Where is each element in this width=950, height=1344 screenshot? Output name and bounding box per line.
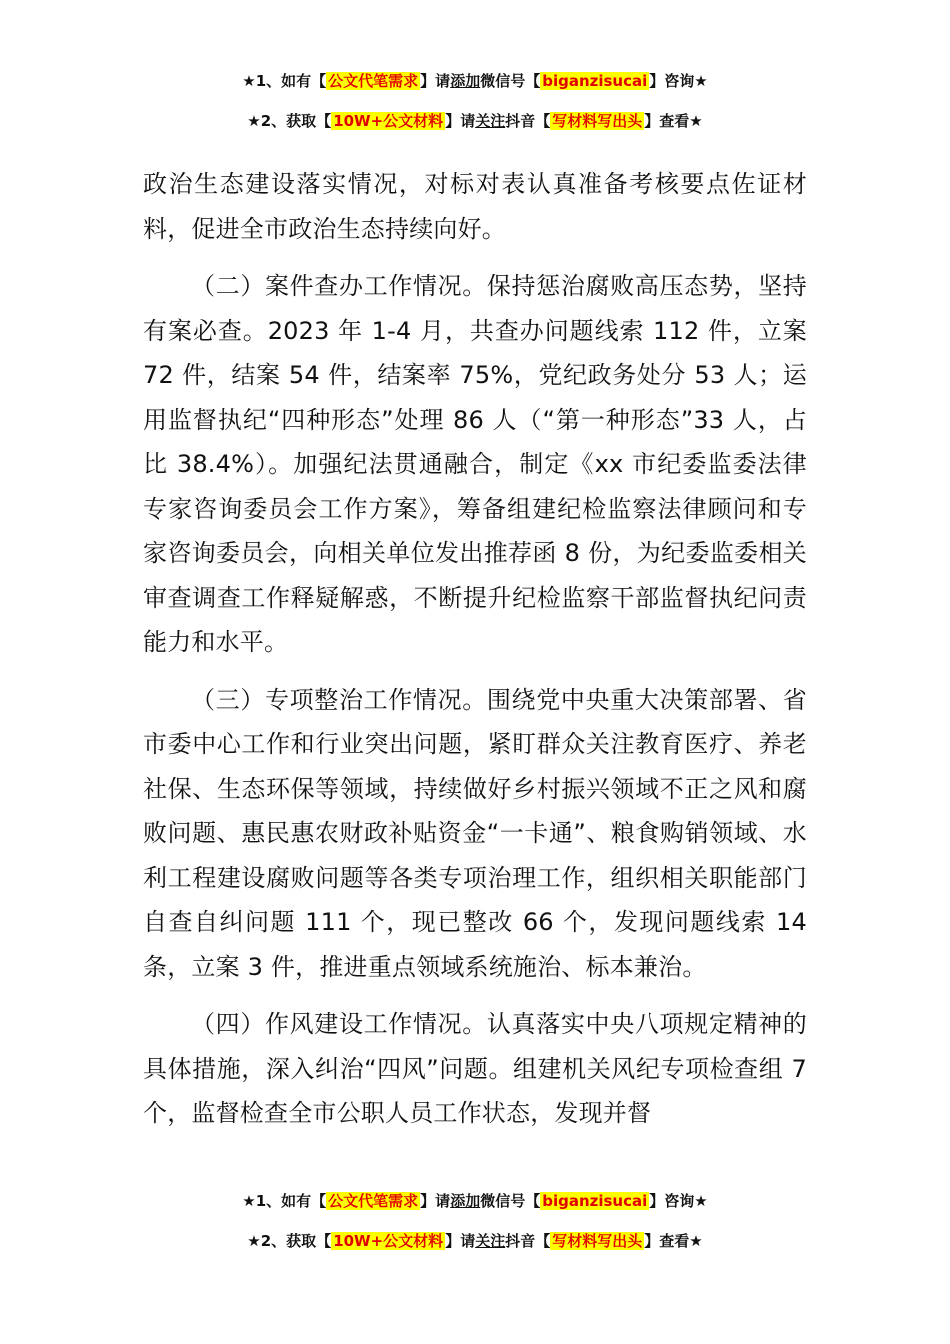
banner-suffix: 】咨询★ [649,1192,708,1210]
banner-text: 微信号【 [480,1192,541,1210]
document-body [143,162,807,1136]
banner-text: 】请 [420,72,451,90]
paragraph-work-style: （四）作风建设工作情况。认真落实中央八项规定精神的具体措施，深入纠治“四风”问题。组建机关风纪专项检查组 7 个，监督检查全市公职人员工作状态，发现并督 [143,1010,807,1127]
banner-highlight: biganzisucai [542,1192,648,1210]
banner-prefix: ★2、获取【 [247,112,332,130]
banner-text: 抖音【 [505,112,551,130]
paragraph-case-handling: （二）案件查办工作情况。保持惩治腐败高压态势，坚持有案必查。2023 年 1-4 月，共查办问题线索 112 件，立案 72 件，结案 54 件，结案率 75%，党纪政务处分 53 人；运用监督执纪“四种形态”处理 86 人（“第一种形态”33 人，占比 38.4%）。加强纪法贯通融合，制定《xx 市纪委监委法律专家咨询委员会工作方案》，筹备组建纪检监察法律顾问和专家咨询委员会，向相关单位发出推荐函 8 份，为纪委监委相关审查调查工作释疑解惑，不断提升纪检监察干部监督执纪问责能力和水平。 [143,272,807,656]
banner-prefix: ★1、如有【 [242,72,327,90]
banner-highlight: 公文代笔需求 [328,1192,419,1210]
banner-text: 】请 [445,1232,476,1250]
banner-underline: 添加 [450,1192,481,1210]
banner-suffix: 】查看★ [644,1232,703,1250]
banner-text: 】请 [445,112,476,130]
banner-highlight: 写材料写出头 [552,112,643,130]
banner-suffix: 】咨询★ [649,72,708,90]
banner-highlight: 写材料写出头 [552,1232,643,1250]
banner-text: 微信号【 [480,72,541,90]
banner-underline: 关注 [475,112,506,130]
footer-banner-line2 [0,1228,950,1254]
banner-prefix: ★2、获取【 [247,1232,332,1250]
header-banner-line1 [0,68,950,94]
banner-prefix: ★1、如有【 [242,1192,327,1210]
footer-banner-line1 [0,1188,950,1214]
banner-suffix: 】查看★ [644,112,703,130]
banner-highlight: biganzisucai [542,72,648,90]
paragraph-special-rectification: （三）专项整治工作情况。围绕党中央重大决策部署、省市委中心工作和行业突出问题，紧盯群众关注教育医疗、养老社保、生态环保等领域，持续做好乡村振兴领域不正之风和腐败问题、惠民惠农财政补贴资金“一卡通”、粮食购销领域、水利工程建设腐败问题等各类专项治理工作，组织相关职能部门自查自纠问题 111 个，现已整改 66 个，发现问题线索 14 条，立案 3 件，推进重点领域系统施治、标本兼治。 [143,685,807,981]
banner-text: 】请 [420,1192,451,1210]
banner-text: 抖音【 [505,1232,551,1250]
banner-underline: 关注 [475,1232,506,1250]
header-banner-line2 [0,108,950,134]
banner-highlight: 10W+公文材料 [333,112,444,130]
banner-highlight: 公文代笔需求 [328,72,419,90]
paragraph-continuation: 政治生态建设落实情况，对标对表认真准备考核要点佐证材料，促进全市政治生态持续向好。 [143,170,807,243]
banner-highlight: 10W+公文材料 [333,1232,444,1250]
banner-underline: 添加 [450,72,481,90]
